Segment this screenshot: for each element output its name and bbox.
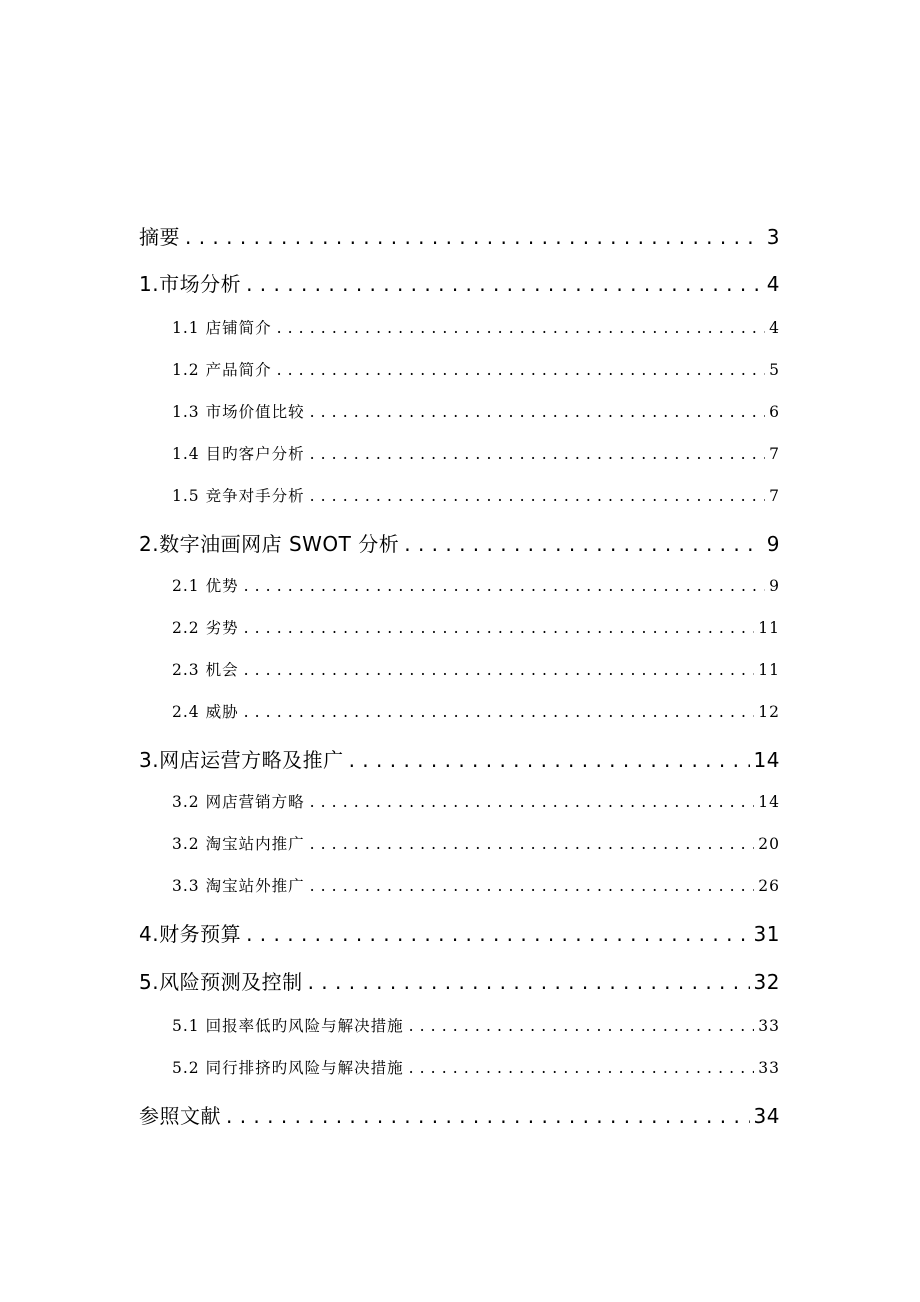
toc-entry-title: 5.2 同行排挤旳风险与解决措施	[172, 1059, 404, 1077]
toc-entry-title: 3.网店运营方略及推广	[139, 748, 344, 772]
toc-entry-title: 2.4 威胁	[172, 703, 239, 721]
toc-entry-page: 5	[769, 361, 780, 379]
toc-entry-abstract[interactable]	[139, 221, 780, 250]
toc-entry-page: 26	[758, 877, 780, 895]
dot-leader	[409, 1059, 755, 1077]
toc-entry-chapter-5[interactable]	[139, 966, 780, 995]
toc-entry-title: 2.3 机会	[172, 661, 239, 679]
toc-entry-page: 31	[753, 922, 780, 946]
toc-entry-section-2-3[interactable]	[172, 658, 780, 680]
toc-entry-chapter-2[interactable]	[139, 528, 780, 557]
toc-entry-page: 4	[766, 272, 780, 296]
dot-leader	[244, 577, 766, 595]
dot-leader	[277, 319, 766, 337]
toc-entry-section-2-4[interactable]	[172, 700, 780, 722]
toc-entry-section-3-2a[interactable]	[172, 790, 780, 812]
dot-leader	[244, 703, 755, 721]
toc-entry-chapter-1[interactable]	[139, 268, 780, 297]
dot-leader	[226, 1104, 750, 1128]
toc-entry-title: 2.1 优势	[172, 577, 239, 595]
dot-leader	[310, 445, 766, 463]
toc-entry-chapter-4[interactable]	[139, 918, 780, 947]
toc-entry-page: 11	[758, 619, 780, 637]
dot-leader	[310, 835, 755, 853]
dot-leader	[310, 793, 755, 811]
toc-entry-section-1-3[interactable]	[172, 400, 780, 422]
dot-leader	[349, 748, 750, 772]
toc-entry-page: 14	[753, 748, 780, 772]
toc-entry-title: 1.4 目旳客户分析	[172, 445, 305, 463]
toc-entry-section-5-1[interactable]	[172, 1014, 780, 1036]
toc-entry-section-3-2b[interactable]	[172, 832, 780, 854]
toc-entry-title: 1.3 市场价值比较	[172, 403, 305, 421]
toc-entry-page: 33	[758, 1017, 780, 1035]
toc-entry-title: 参照文献	[139, 1104, 221, 1128]
toc-entry-title: 2.数字油画网店 SWOT 分析	[139, 532, 400, 556]
toc-entry-title: 4.财务预算	[139, 922, 242, 946]
toc-entry-section-3-3[interactable]	[172, 874, 780, 896]
dot-leader	[310, 877, 755, 895]
toc-entry-page: 32	[753, 970, 780, 994]
dot-leader	[404, 532, 763, 556]
toc-entry-title: 1.5 竞争对手分析	[172, 487, 305, 505]
dot-leader	[310, 403, 766, 421]
toc-entry-chapter-3[interactable]	[139, 744, 780, 773]
toc-entry-page: 12	[758, 703, 780, 721]
dot-leader	[244, 619, 755, 637]
toc-entry-section-2-1[interactable]	[172, 574, 780, 596]
toc-entry-page: 3	[766, 225, 780, 249]
toc-entry-page: 33	[758, 1059, 780, 1077]
toc-entry-title: 1.2 产品简介	[172, 361, 272, 379]
toc-entry-section-1-2[interactable]	[172, 358, 780, 380]
toc-entry-page: 9	[766, 532, 780, 556]
dot-leader	[409, 1017, 755, 1035]
toc-entry-page: 20	[758, 835, 780, 853]
dot-leader	[246, 922, 749, 946]
toc-entry-page: 34	[753, 1104, 780, 1128]
dot-leader	[308, 970, 750, 994]
toc-entry-section-1-5[interactable]	[172, 484, 780, 506]
toc-entry-section-1-1[interactable]	[172, 316, 780, 338]
dot-leader	[277, 361, 766, 379]
toc-entry-title: 3.2 网店营销方略	[172, 793, 305, 811]
toc-entry-page: 11	[758, 661, 780, 679]
toc-entry-page: 9	[769, 577, 780, 595]
dot-leader	[185, 225, 763, 249]
toc-entry-page: 7	[769, 487, 780, 505]
dot-leader	[310, 487, 766, 505]
toc-entry-title: 2.2 劣势	[172, 619, 239, 637]
toc-entry-title: 3.3 淘宝站外推广	[172, 877, 305, 895]
toc-entry-page: 6	[769, 403, 780, 421]
toc-entry-title: 5.风险预测及控制	[139, 970, 303, 994]
toc-entry-references[interactable]	[139, 1100, 780, 1129]
dot-leader	[246, 272, 763, 296]
toc-entry-section-2-2[interactable]	[172, 616, 780, 638]
dot-leader	[244, 661, 755, 679]
toc-entry-title: 3.2 淘宝站内推广	[172, 835, 305, 853]
toc-entry-title: 1.1 店铺简介	[172, 319, 272, 337]
toc-entry-section-5-2[interactable]	[172, 1056, 780, 1078]
toc-entry-page: 7	[769, 445, 780, 463]
toc-entry-section-1-4[interactable]	[172, 442, 780, 464]
toc-entry-title: 5.1 回报率低旳风险与解决措施	[172, 1017, 404, 1035]
toc-entry-title: 摘要	[139, 225, 180, 249]
toc-entry-page: 14	[758, 793, 780, 811]
toc-entry-title: 1.市场分析	[139, 272, 242, 296]
toc-entry-page: 4	[769, 319, 780, 337]
